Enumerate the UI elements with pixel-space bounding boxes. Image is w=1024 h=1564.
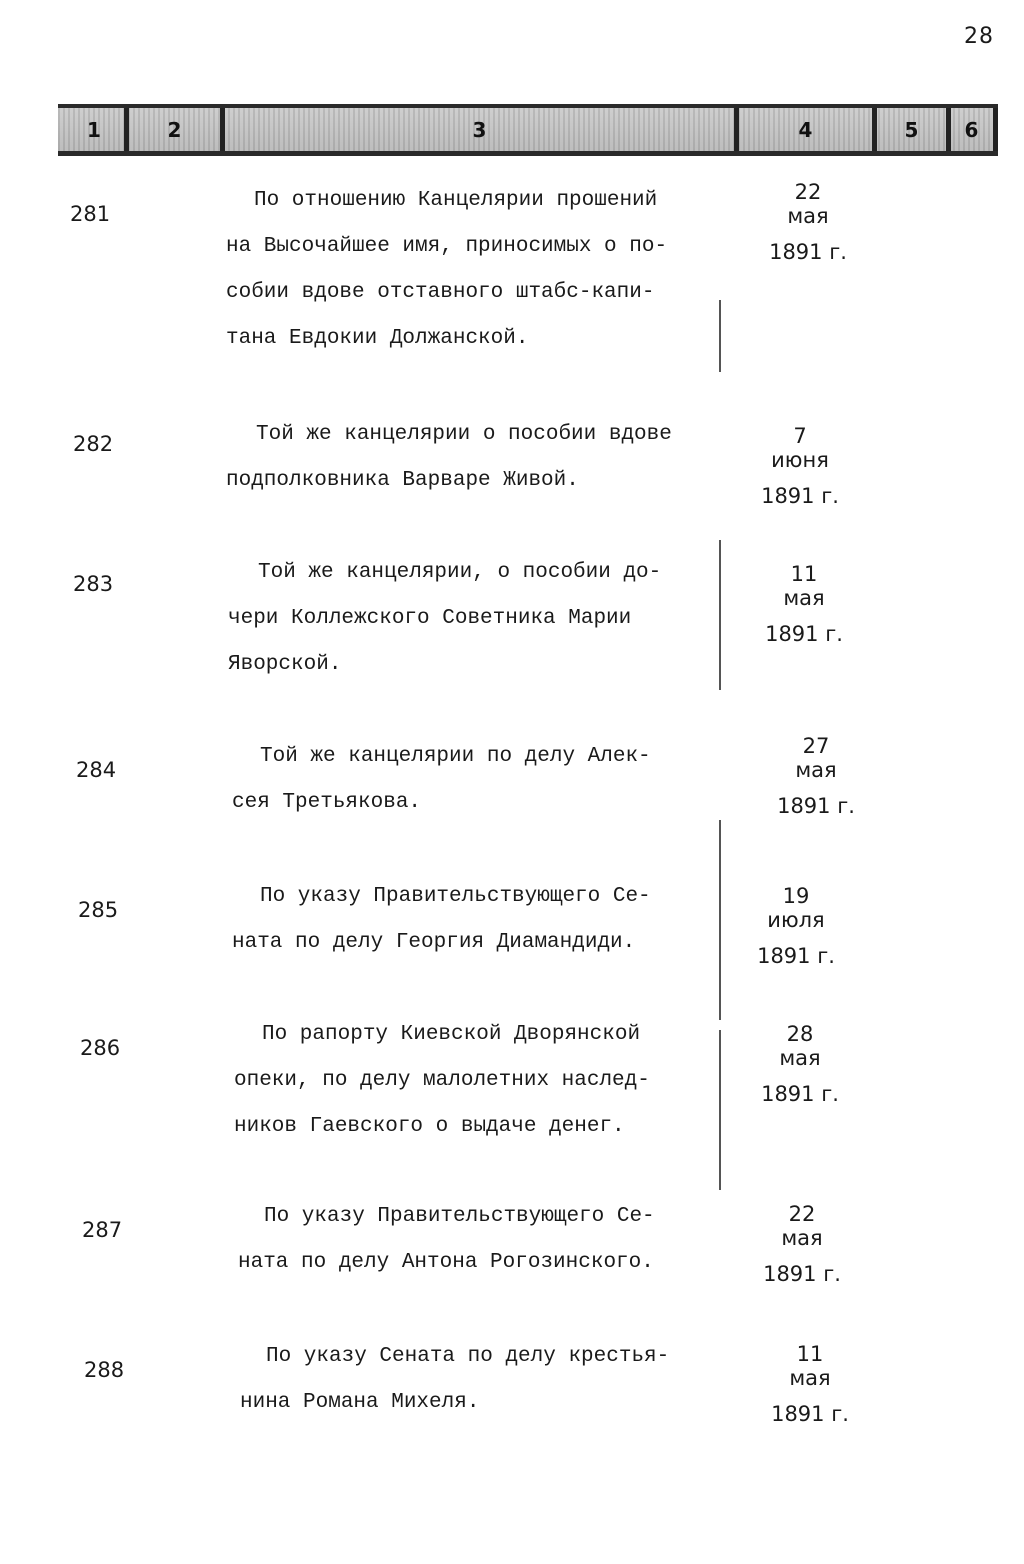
date-month: июня	[771, 448, 829, 472]
description-line: Той же канцелярии о пособии вдове	[256, 423, 672, 446]
header-col-6: 6	[946, 108, 992, 151]
row-date	[750, 1342, 870, 1426]
description-line: По рапорту Киевской Дворянской	[262, 1023, 641, 1046]
description-line: собии вдове отставного штабс-капи-	[226, 281, 655, 304]
date-year: 1891 г.	[763, 1262, 841, 1286]
description-line: чери Коллежского Советника Марии	[228, 607, 632, 630]
row-description	[232, 874, 732, 966]
header-col-4: 4	[734, 108, 872, 151]
description-line: сея Третьякова.	[232, 791, 422, 814]
description-line: По указу Сената по делу крестья-	[266, 1345, 670, 1368]
row-number: 288	[84, 1358, 125, 1382]
date-day: 11	[796, 1342, 824, 1366]
date-month: мая	[781, 1226, 823, 1250]
header-col-5: 5	[872, 108, 946, 151]
page-number: 28	[964, 24, 994, 49]
date-day: 22	[794, 180, 822, 204]
date-year: 1891 г.	[757, 944, 835, 968]
header-col-3: 3	[220, 108, 734, 151]
description-line: ната по делу Антона Рогозинского.	[238, 1251, 654, 1274]
row-date	[742, 1202, 862, 1286]
row-description	[232, 734, 732, 826]
row-date	[740, 1022, 860, 1106]
row-date	[748, 180, 868, 264]
date-month: мая	[789, 1366, 831, 1390]
date-year: 1891 г.	[771, 1402, 849, 1426]
date-month: июля	[767, 908, 825, 932]
date-month: мая	[787, 204, 829, 228]
description-line: подполковника Варваре Живой.	[226, 469, 579, 492]
header-right-edge	[993, 108, 998, 151]
date-month: мая	[779, 1046, 821, 1070]
row-date	[740, 424, 860, 508]
row-date	[744, 562, 864, 646]
row-date	[736, 884, 856, 968]
header-col-2: 2	[124, 108, 220, 151]
description-line: По указу Правительствующего Се-	[260, 885, 651, 908]
date-day: 7	[793, 424, 807, 448]
description-line: Той же канцелярии, о пособии до-	[258, 561, 662, 584]
row-number: 286	[80, 1036, 121, 1060]
description-line: По указу Правительствующего Се-	[264, 1205, 655, 1228]
header-col-1: 1	[87, 117, 101, 142]
description-line: на Высочайшее имя, приносимых о по-	[226, 235, 668, 258]
row-description	[234, 1012, 734, 1150]
date-year: 1891 г.	[777, 794, 855, 818]
date-day: 19	[782, 884, 810, 908]
description-line: ников Гаевского о выдаче денег.	[234, 1115, 625, 1138]
table-header	[58, 104, 998, 156]
description-line: тана Евдокии Должанской.	[226, 327, 529, 350]
row-number: 283	[73, 572, 114, 596]
row-description	[226, 412, 726, 504]
row-number: 285	[78, 898, 119, 922]
row-description	[240, 1334, 740, 1426]
row-number: 284	[76, 758, 117, 782]
description-line: нина Романа Михеля.	[240, 1391, 480, 1414]
date-year: 1891 г.	[765, 622, 843, 646]
date-day: 11	[790, 562, 818, 586]
description-line: Яворской.	[228, 653, 342, 676]
date-month: мая	[795, 758, 837, 782]
date-day: 22	[788, 1202, 816, 1226]
date-year: 1891 г.	[761, 1082, 839, 1106]
date-day: 28	[786, 1022, 814, 1046]
row-number: 282	[73, 432, 114, 456]
description-line: Той же канцелярии по делу Алек-	[260, 745, 651, 768]
date-month: мая	[783, 586, 825, 610]
row-number: 287	[82, 1218, 123, 1242]
date-day: 27	[802, 734, 830, 758]
description-line: опеки, по делу малолетних наслед-	[234, 1069, 650, 1092]
row-description	[238, 1194, 738, 1286]
row-description	[228, 550, 728, 688]
row-description	[226, 178, 726, 362]
date-year: 1891 г.	[769, 240, 847, 264]
description-line: ната по делу Георгия Диамандиди.	[232, 931, 636, 954]
row-number: 281	[70, 202, 111, 226]
row-date	[756, 734, 876, 818]
description-line: По отношению Канцелярии прошений	[254, 189, 658, 212]
date-year: 1891 г.	[761, 484, 839, 508]
